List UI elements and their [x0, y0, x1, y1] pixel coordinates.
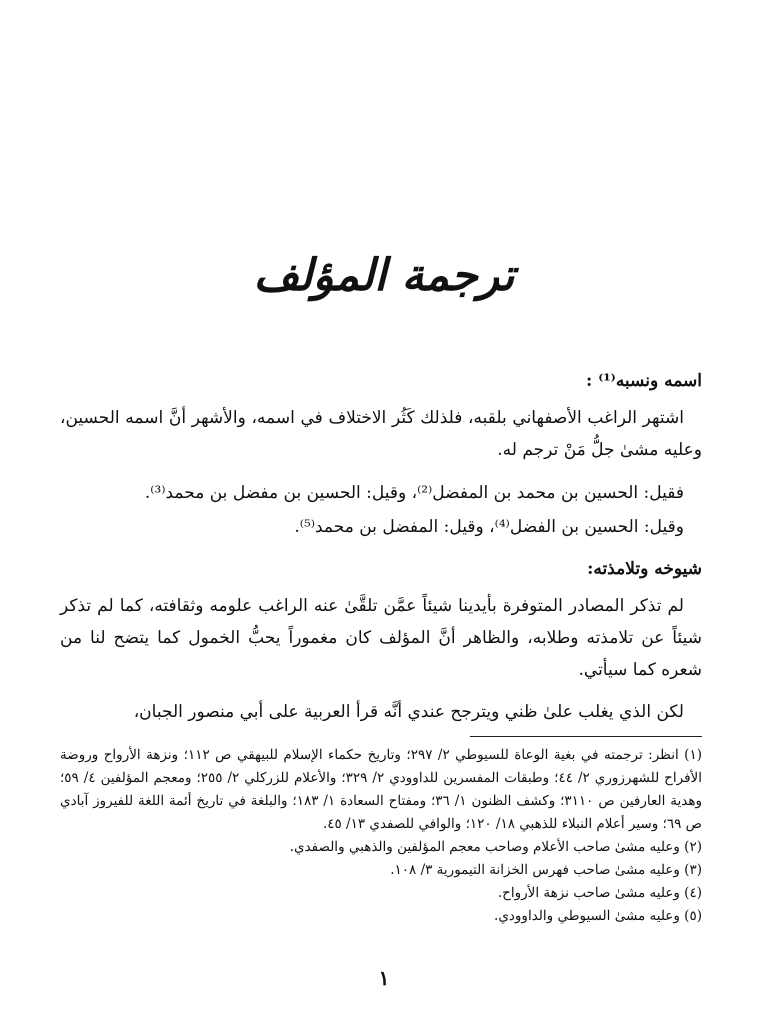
section-heading-teachers-students: شيوخه وتلامذته:: [587, 559, 702, 579]
section-heading-name-lineage: اسمه ونسبه⁽¹⁾ :: [586, 371, 702, 391]
footnote-2: (٢) وعليه مشىٰ صاحب الأعلام وصاحب معجم المؤلفين والذهبي والصفدي.: [289, 839, 702, 855]
footnote-separator: [470, 736, 702, 737]
paragraph-teachers: لم تذكر المصادر المتوفرة بأيدينا شيئاً عمَّن تلقَّىٰ عنه الراغب علومه وثقافته، كما لم تذكر شيئاً عن تلامذته وطلابه، والظاهر أنَّ المؤلف كان مغموراً يحبُّ الخمول كما يتضح لنا من شعره كما سيأتي.: [60, 596, 702, 680]
footnotes: [60, 744, 702, 928]
paragraph-teacher-guess: لكن الذي يغلب علىٰ ظني ويترجح عندي أنَّه قرأ العربية على أبي منصور الجبان،: [133, 702, 684, 722]
footnote-5: (٥) وعليه مشىٰ السيوطي والداوودي.: [494, 908, 702, 924]
alt-names-line-1: فقيل: الحسين بن محمد بن المفضل⁽²⁾، وقيل: الحسين بن مفضل بن محمد⁽³⁾.: [144, 483, 684, 503]
footnote-1: (١) انظر: ترجمته في بغية الوعاة للسيوطي ٢/ ٢٩٧؛ وتاريخ حكماء الإسلام للبيهقي ص ١١٢؛ ونزهة الأرواح وروضة الأفراح للشهرزوري ٢/ ٤٤؛ وطبقات المفسرين للداوودي ٢/ ٣٢٩؛ والأعلام للزركلي ٢/ ٢٥٥؛ ومعجم المؤلفين ٤/ ٥٩؛ وهدية العارفين ص ٣١١٠؛ وكشف الظنون ١/ ٣٦؛ ومفتاح السعادة ١/ ١٨٣؛ والبلغة في تاريخ أئمة اللغة للفيروز آبادي ص ٦٩؛ وسير أعلام النبلاء للذهبي ١٨/ ١٢٠؛ والوافي للصفدي ١٣/ ٤٥.: [60, 747, 703, 832]
main-text: [60, 366, 702, 728]
alt-names-line-2: وقيل: الحسين بن الفضل⁽⁴⁾، وقيل: المفضل بن محمد⁽⁵⁾.: [294, 517, 684, 537]
spacer: [60, 544, 702, 554]
page-title: ترجمة المؤلف: [253, 250, 515, 301]
spacer: [60, 686, 702, 696]
footnote-4: (٤) وعليه مشىٰ صاحب نزهة الأرواح.: [497, 885, 702, 901]
footnote-3: (٣) وعليه مشىٰ صاحب فهرس الخزانة التيمورية ٣/ ١٠٨.: [390, 862, 702, 878]
page-number: ١: [378, 966, 390, 990]
paragraph-name: اشتهر الراغب الأصفهاني بلقبه، فلذلك كَثُر الاختلاف في اسمه، والأشهر أنَّ اسمه الحسين، وعليه مشىٰ جلُّ مَنْ ترجم له.: [60, 408, 702, 460]
spacer: [60, 466, 702, 476]
